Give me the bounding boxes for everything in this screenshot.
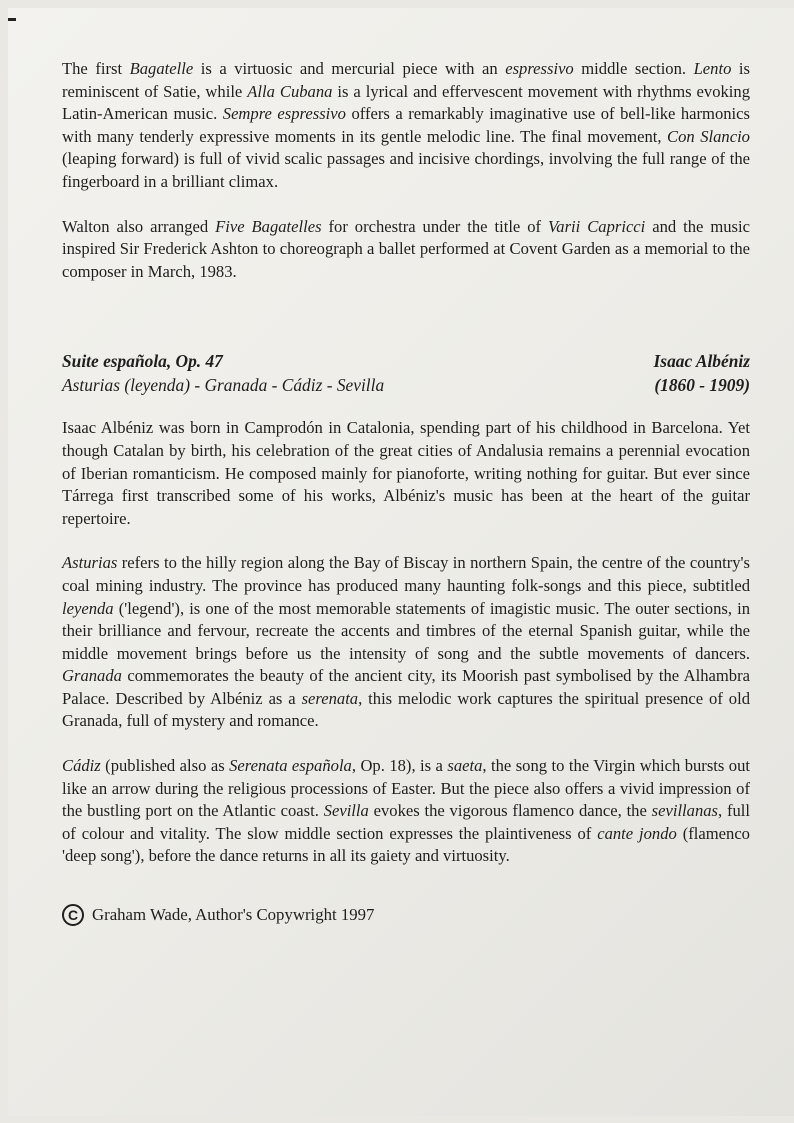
italic-term: serenata (301, 688, 359, 708)
section-heading (62, 349, 750, 397)
movement-list: Asturias (leyenda) - Granada - Cádiz - Sevilla (62, 375, 385, 396)
italic-term: Granada (62, 666, 122, 686)
albeniz-biography-paragraph: Isaac Albéniz was born in Camprodón in Catalonia, spending part of his childhood in Barcelona. Yet though Catalan by birth, his celebration of the great cities of Andalusia remains a perennial evocation of Iberian romanticism. He composed mainly for pianoforte, writing nothing for guitar. But ever since Tárrega first transcribed some of his works, Albéniz's music has been at the heart of the guitar repertoire. (62, 418, 750, 528)
italic-term: Five Bagatelles (215, 216, 322, 236)
italic-term: Sevilla (323, 801, 369, 821)
italic-term: Bagatelle (129, 59, 194, 78)
italic-term: cante jondo (597, 823, 677, 843)
walton-paragraph: Walton also arranged Five Bagatelles for orchestra under the title of Varii Capricci and the music inspired Sir Frederick Ashton to choreograph a ballet performed at Covent Garden as a memorial to the composer in March, 1983. (62, 216, 750, 281)
italic-term: sevillanas (651, 801, 719, 821)
italic-term: leyenda (62, 598, 114, 618)
work-title: Suite española, Op. 47 (62, 351, 223, 372)
italic-term: Serenata española (229, 756, 352, 776)
composer-dates: (1860 - 1909) (654, 375, 750, 396)
italic-term: Lento (693, 59, 732, 78)
booklet-page (8, 8, 794, 1116)
page-content (62, 58, 750, 927)
italic-term: Alla Cubana (247, 81, 333, 101)
asturias-granada-paragraph: Asturias refers to the hilly region along the Bay of Biscay in northern Spain, the centre of the country's coal mining industry. The province has produced many haunting folk-songs and this piece, subtitled leyenda ('legend'), is one of the most memorable statements of imagistic music. The outer sections, in their brilliance and fervour, recreate the accents and timbres of the eternal Spanish guitar, while the middle movement brings before us the intensity of song and the subtle movements of dancers. Granada commemorates the beauty of the ancient city, its Moorish past symbolised by the Alhambra Palace. Described by Albéniz as a serenata, this melodic work captures the spiritual presence of old Granada, full of mystery and romance. (62, 553, 750, 731)
bagatelles-paragraph: The first Bagatelle is a virtuosic and mercurial piece with an espressivo middle section. Lento is reminiscent of Satie, while Alla Cubana is a lyrical and effervescent movement with rhythms evoking Latin-American music. Sempre espressivo offers a remarkably imaginative use of bell-like harmonics with many tenderly expressive moments in its gentle melodic line. The final movement, Con Slancio (leaping forward) is full of vivid scalic passages and incisive chordings, involving the full range of the fingerboard in a brilliant climax. (62, 59, 750, 191)
scan-edge-mark (8, 18, 16, 21)
italic-term: saeta (447, 756, 483, 776)
copyright-icon: C (62, 904, 84, 926)
italic-term: Cádiz (62, 756, 101, 776)
italic-term: Varii Capricci (548, 216, 646, 236)
cadiz-sevilla-paragraph: Cádiz (published also as Serenata española, Op. 18), is a saeta, the song to the Virgin which bursts out like an arrow during the religious processions of Easter. But the piece also offers a vivid impression of the bustling port on the Atlantic coast. Sevilla evokes the vigorous flamenco dance, the sevillanas, full of colour and vitality. The slow middle section expresses the plaintiveness of cante jondo (flamenco 'deep song'), before the dance returns in all its gaiety and virtuosity. (62, 756, 751, 866)
italic-term: Sempre espressivo (222, 104, 346, 124)
copyright-line (62, 904, 750, 927)
italic-term: Con Slancio (667, 126, 750, 146)
copyright-text: Graham Wade, Author's Copywright 1997 (92, 905, 375, 925)
italic-term: Asturias (62, 553, 118, 573)
composer-name: Isaac Albéniz (653, 351, 750, 372)
italic-term: espressivo (505, 59, 574, 78)
